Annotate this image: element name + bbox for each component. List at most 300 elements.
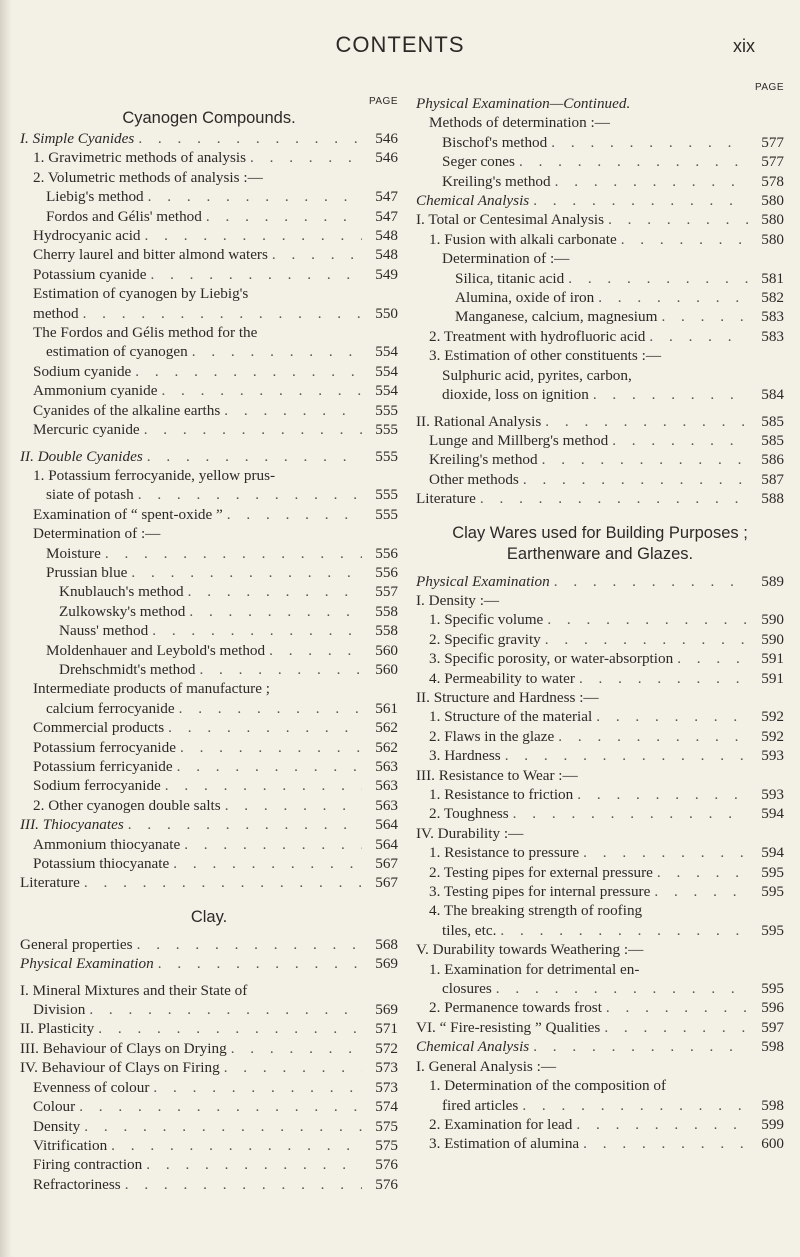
toc-entry-title: Determination of :— — [442, 250, 570, 268]
toc-entry-page: 592 — [761, 727, 784, 745]
toc-entry — [416, 727, 784, 746]
toc-entry — [416, 172, 784, 191]
toc-entry-page: 564 — [375, 816, 398, 834]
dot-leader — [598, 288, 748, 307]
dot-leader — [189, 602, 362, 621]
dot-leader — [547, 610, 748, 629]
toc-entry — [20, 447, 398, 466]
toc-entry — [416, 288, 784, 307]
dot-leader — [583, 843, 748, 862]
toc-entry-title: Division — [33, 1001, 86, 1019]
toc-entry-title: Potassium ferrocyanide — [33, 738, 176, 756]
toc-entry-title: 2. Examination for lead — [429, 1115, 573, 1133]
dot-leader — [480, 489, 748, 508]
toc-entry-title: Ammonium cyanide — [33, 382, 158, 400]
toc-entry-page: 590 — [761, 630, 784, 648]
page-binding-shadow — [0, 0, 12, 1257]
toc-entry — [20, 1078, 398, 1097]
toc-entry-title: Chemical Analysis — [416, 1038, 530, 1056]
dot-leader — [179, 699, 362, 718]
toc-entry-page: 560 — [375, 641, 398, 659]
toc-entry-page: 583 — [761, 327, 784, 345]
toc-entry-title: tiles, etc. — [442, 921, 497, 939]
toc-entry — [416, 431, 784, 450]
dot-leader — [583, 1134, 748, 1153]
dot-leader — [158, 954, 362, 973]
dot-leader — [579, 669, 748, 688]
dot-leader — [554, 572, 748, 591]
section-title-line: Earthenware and Glazes. — [506, 544, 694, 563]
toc-entry — [20, 1117, 398, 1136]
toc-entry-title: 1. Resistance to pressure — [429, 844, 580, 862]
toc-entry-title: Kreiling's method — [442, 172, 551, 190]
toc-entry-page: 555 — [375, 505, 398, 523]
dot-leader — [146, 1155, 362, 1174]
toc-entry-page: 593 — [761, 747, 784, 765]
dot-leader — [522, 1096, 748, 1115]
toc-entry-page: 569 — [375, 1001, 398, 1019]
toc-entry-page: 555 — [375, 401, 398, 419]
toc-entry-page: 549 — [375, 265, 398, 283]
entry-list — [20, 935, 398, 1194]
dot-leader — [188, 582, 362, 601]
toc-entry — [416, 1018, 784, 1037]
dot-leader — [98, 1019, 362, 1038]
toc-entry — [20, 815, 398, 834]
dot-leader — [128, 815, 362, 834]
toc-entry-page: 584 — [761, 386, 784, 404]
dot-leader — [165, 776, 362, 795]
toc-entry — [416, 366, 784, 385]
dot-leader — [135, 362, 362, 381]
toc-entry-page: 546 — [375, 130, 398, 147]
toc-entry-title: fired articles — [442, 1096, 519, 1114]
toc-entry-page: 571 — [375, 1020, 398, 1038]
toc-entry-page: 588 — [761, 490, 784, 508]
toc-entry-title: II. Structure and Hardness :— — [416, 688, 599, 706]
dot-leader — [168, 718, 362, 737]
toc-entry-title: III. Resistance to Wear :— — [416, 766, 578, 784]
toc-entry-title: General properties — [20, 935, 133, 953]
dot-leader — [612, 431, 748, 450]
toc-entry — [416, 191, 784, 210]
toc-entry-title: Estimation of cyanogen by Liebig's — [33, 285, 249, 303]
section-title-line: Clay Wares used for Building Purposes ; — [452, 523, 748, 542]
toc-entry-page: 563 — [375, 796, 398, 814]
toc-entry-page: 558 — [375, 622, 398, 640]
toc-entry — [20, 148, 398, 167]
toc-entry-title: Firing contraction — [33, 1156, 143, 1174]
toc-entry-title: Manganese, calcium, magnesium — [455, 308, 658, 326]
dot-leader — [576, 1115, 748, 1134]
toc-entry-page: 554 — [375, 343, 398, 361]
dot-leader — [596, 707, 748, 726]
toc-entry — [20, 485, 398, 504]
toc-entry-title: II. Plasticity — [20, 1020, 95, 1038]
toc-entry — [416, 113, 784, 132]
dot-leader — [227, 505, 362, 524]
dot-leader — [657, 863, 748, 882]
toc-entry-title: Prussian blue — [46, 563, 128, 581]
dot-leader — [153, 1078, 362, 1097]
dot-leader — [269, 641, 362, 660]
toc-entry-title: VI. “ Fire-resisting ” Qualities — [416, 1018, 601, 1036]
toc-entry-title: 2. Testing pipes for external pressure — [429, 863, 653, 881]
toc-entry-title: Colour — [33, 1098, 76, 1116]
toc-entry-title: dioxide, loss on ignition — [442, 386, 589, 404]
entry-list — [20, 129, 398, 893]
toc-entry-title: 4. Permeability to water — [429, 669, 575, 687]
dot-leader — [250, 148, 362, 167]
dot-leader — [161, 381, 362, 400]
toc-entry — [416, 766, 784, 785]
dot-leader — [533, 1037, 748, 1056]
toc-entry — [416, 327, 784, 346]
toc-entry — [20, 981, 398, 1000]
toc-entry — [20, 544, 398, 563]
toc-entry-title: 3. Estimation of alumina — [429, 1135, 580, 1153]
toc-entry — [20, 796, 398, 815]
toc-entry-title: Sulphuric acid, pyrites, carbon, — [442, 366, 632, 384]
toc-entry-page: 573 — [375, 1078, 398, 1096]
toc-entry-page: 585 — [761, 431, 784, 449]
section-title: Clay. — [190, 907, 228, 926]
dot-leader — [505, 746, 748, 765]
section-title-clay-wares — [416, 523, 784, 565]
toc-entry — [416, 1096, 784, 1115]
toc-entry — [416, 1134, 784, 1153]
dot-leader — [545, 412, 748, 431]
dot-leader — [577, 785, 748, 804]
toc-entry — [20, 873, 398, 892]
toc-entry-title: III. Behaviour of Clays on Drying — [20, 1039, 227, 1057]
toc-entry-page: 590 — [761, 611, 784, 629]
dot-leader — [272, 245, 362, 264]
toc-entry — [416, 707, 784, 726]
toc-entry-page: 595 — [761, 921, 784, 939]
toc-entry-title: Fordos and Gélis' method — [46, 207, 202, 225]
dot-leader — [513, 804, 748, 823]
toc-entry-page: 561 — [375, 699, 398, 717]
dot-leader — [206, 207, 362, 226]
toc-entry — [20, 699, 398, 718]
toc-entry-page: 577 — [761, 153, 784, 171]
toc-entry-title: Intermediate products of manufacture ; — [33, 680, 270, 698]
toc-entry-page: 580 — [761, 211, 784, 229]
toc-entry-title: 2. Toughness — [429, 805, 509, 823]
dot-leader — [84, 1117, 362, 1136]
toc-entry — [20, 323, 398, 342]
toc-entry — [20, 776, 398, 795]
toc-entry-title: closures — [442, 980, 492, 998]
toc-entry — [20, 835, 398, 854]
toc-entry-page: 556 — [375, 544, 398, 562]
toc-entry-page: 582 — [761, 289, 784, 307]
toc-entry-title: Liebig's method — [46, 188, 144, 206]
dot-leader — [496, 979, 748, 998]
toc-entry-title: The Fordos and Gélis method for the — [33, 324, 258, 342]
dot-leader — [555, 172, 748, 191]
toc-entry — [416, 152, 784, 171]
toc-entry — [416, 210, 784, 229]
toc-entry-title: Moldenhauer and Leybold's method — [46, 641, 266, 659]
toc-entry — [20, 1097, 398, 1116]
toc-entry — [416, 979, 784, 998]
running-header-page-number: xix — [733, 36, 755, 56]
dot-leader — [177, 757, 362, 776]
toc-entry-page: 580 — [761, 230, 784, 248]
toc-entry-page: 583 — [761, 308, 784, 326]
toc-entry-title: IV. Durability :— — [416, 824, 524, 842]
toc-entry — [20, 187, 398, 206]
dot-leader — [558, 727, 748, 746]
toc-entry — [20, 129, 398, 148]
toc-entry — [20, 1175, 398, 1194]
toc-entry-title: 2. Specific gravity — [429, 630, 541, 648]
toc-entry — [20, 1155, 398, 1174]
toc-entry-page: 597 — [761, 1018, 784, 1036]
toc-entry-title: II. Rational Analysis — [416, 412, 542, 430]
toc-entry-title: 2. Volumetric methods of analysis :— — [33, 168, 263, 186]
toc-entry-title: Literature — [20, 874, 80, 892]
toc-entry-page: 600 — [761, 1135, 784, 1153]
toc-entry — [20, 641, 398, 660]
toc-entry-page: 580 — [761, 192, 784, 210]
toc-entry-page: 556 — [375, 563, 398, 581]
toc-entry-title: 2. Treatment with hydrofluoric acid — [429, 327, 646, 345]
toc-entry-page: 572 — [375, 1039, 398, 1057]
toc-entry-title: 1. Structure of the material — [429, 708, 593, 726]
toc-entry-page: 555 — [375, 447, 398, 465]
toc-entry-page: 557 — [375, 583, 398, 601]
toc-entry-page: 598 — [761, 1096, 784, 1114]
toc-entry-title: 1. Gravimetric methods of analysis — [33, 149, 246, 167]
toc-entry — [416, 649, 784, 668]
toc-entry-page: 574 — [375, 1098, 398, 1116]
page-column-heading: PAGE — [754, 82, 784, 93]
toc-entry-page: 563 — [375, 758, 398, 775]
toc-entry — [416, 843, 784, 862]
toc-entry — [20, 935, 398, 954]
dot-leader — [649, 327, 748, 346]
toc-entry-page: 550 — [375, 304, 398, 322]
toc-entry-page: 568 — [375, 935, 398, 953]
dot-leader — [180, 738, 362, 757]
toc-entry-title: Determination of :— — [33, 525, 161, 543]
toc-entry — [20, 245, 398, 264]
toc-entry — [416, 249, 784, 268]
toc-entry-title: I. Total or Centesimal Analysis — [416, 211, 605, 229]
toc-entry-title: 1. Potassium ferrocyanide, yellow prus- — [33, 466, 276, 484]
toc-entry-title: Hydrocyanic acid — [33, 227, 141, 245]
toc-entry-page: 567 — [375, 874, 398, 892]
toc-entry-title: siate of potash — [46, 486, 134, 504]
toc-entry-title: Ammonium thiocyanate — [33, 835, 181, 853]
toc-entry-title: Cherry laurel and bitter almond waters — [33, 246, 268, 264]
toc-entry — [416, 921, 784, 940]
toc-entry — [20, 854, 398, 873]
section-title: Cyanogen Compounds. — [122, 109, 296, 127]
toc-entry — [416, 412, 784, 431]
dot-leader — [125, 1175, 362, 1194]
toc-entry-page: 594 — [761, 844, 784, 862]
toc-entry — [20, 602, 398, 621]
toc-entry-title: IV. Behaviour of Clays on Firing — [20, 1059, 220, 1077]
toc-entry — [416, 669, 784, 688]
toc-entry — [416, 385, 784, 404]
toc-entry-page: 573 — [375, 1059, 398, 1077]
dot-leader — [224, 401, 362, 420]
toc-entry-page: 546 — [375, 149, 398, 167]
toc-entry-page: 593 — [761, 786, 784, 803]
page-column-heading: PAGE — [368, 96, 398, 107]
toc-entry-page: 595 — [761, 980, 784, 998]
toc-entry-title: Vitrification — [33, 1136, 108, 1154]
dot-leader — [138, 485, 362, 504]
toc-entry-title: 2. Permanence towards frost — [429, 999, 602, 1017]
dot-leader — [199, 660, 362, 679]
toc-entry — [416, 688, 784, 707]
dot-leader — [621, 230, 748, 249]
toc-entry-title: Mercuric cyanide — [33, 421, 140, 439]
toc-entry-page: 555 — [375, 421, 398, 439]
toc-entry — [20, 679, 398, 698]
toc-entry-title: Physical Examination — [20, 955, 154, 973]
running-header-title: CONTENTS — [335, 32, 465, 57]
toc-entry — [416, 940, 784, 959]
section-clay — [20, 907, 398, 1194]
toc-entry-title: Methods of determination :— — [429, 114, 610, 132]
toc-entry-title: Potassium ferricyanide — [33, 758, 173, 775]
dot-leader — [173, 854, 362, 873]
toc-entry-title: 1. Examination for detrimental en- — [429, 960, 640, 978]
toc-entry-title: Potassium thiocyanate — [33, 855, 170, 873]
toc-entry-title: estimation of cyanogen — [46, 343, 188, 361]
toc-entry-title: Physical Examination — [416, 572, 550, 590]
toc-entry — [416, 804, 784, 823]
dot-leader — [152, 621, 362, 640]
toc-entry-page: 599 — [761, 1115, 784, 1133]
toc-entry — [20, 342, 398, 361]
toc-entry-title: Knublauch's method — [59, 583, 184, 601]
toc-entry — [416, 746, 784, 765]
toc-entry-page: 564 — [375, 835, 398, 853]
dot-leader — [145, 226, 362, 245]
toc-entry — [416, 450, 784, 469]
toc-entry — [416, 591, 784, 610]
toc-entry — [416, 133, 784, 152]
toc-entry — [20, 420, 398, 439]
dot-leader — [79, 1097, 362, 1116]
toc-entry-page: 562 — [375, 738, 398, 756]
toc-entry-title: Seger cones — [442, 153, 515, 171]
toc-entry-page: 558 — [375, 602, 398, 620]
toc-entry — [20, 1039, 398, 1058]
toc-entry-title: 3. Hardness — [429, 747, 501, 765]
toc-entry — [416, 346, 784, 365]
dot-leader — [519, 152, 748, 171]
toc-entry — [416, 610, 784, 629]
toc-entry-title: 1. Specific volume — [429, 611, 544, 629]
toc-entry — [416, 230, 784, 249]
toc-entry-page: 547 — [375, 188, 398, 206]
toc-entry — [20, 582, 398, 601]
dot-leader — [604, 1018, 748, 1037]
dot-leader — [533, 191, 748, 210]
toc-entry-page: 587 — [761, 470, 784, 488]
toc-entry-title: Sodium ferrocyanide — [33, 777, 161, 795]
toc-entry-page: 567 — [375, 855, 398, 873]
toc-entry — [416, 630, 784, 649]
toc-entry — [20, 1058, 398, 1077]
toc-entry-title: 3. Specific porosity, or water-absorption — [429, 650, 674, 668]
toc-entry-page: 548 — [375, 246, 398, 264]
toc-entry-title: II. Double Cyanides — [20, 447, 143, 465]
toc-entry-page: 581 — [761, 269, 784, 287]
toc-entry — [20, 660, 398, 679]
toc-entry — [20, 304, 398, 323]
entry-list — [416, 113, 784, 508]
toc-entry-title: V. Durability towards Weathering :— — [416, 941, 644, 959]
toc-entry-title: Alumina, oxide of iron — [455, 289, 595, 307]
toc-entry — [20, 505, 398, 524]
toc-entry-title: calcium ferrocyanide — [46, 699, 175, 717]
dot-leader — [105, 544, 362, 563]
toc-entry-page: 585 — [761, 412, 784, 430]
toc-entry-page: 576 — [375, 1156, 398, 1174]
dot-leader — [654, 882, 748, 901]
toc-entry — [416, 1115, 784, 1134]
dot-leader — [84, 873, 362, 892]
toc-entry-title: method — [33, 304, 79, 322]
toc-entry — [416, 824, 784, 843]
dot-leader — [568, 269, 748, 288]
toc-entry-page: 586 — [761, 451, 784, 469]
dot-leader — [150, 265, 362, 284]
toc-entry-title: 2. Flaws in the glaze — [429, 727, 555, 745]
toc-entry-title: Evenness of colour — [33, 1078, 150, 1096]
toc-entry-title: Other methods — [429, 470, 519, 488]
toc-entry — [20, 524, 398, 543]
dot-leader — [131, 563, 362, 582]
toc-entry-title: I. Simple Cyanides — [20, 130, 135, 147]
toc-entry-title: Density — [33, 1117, 81, 1135]
toc-right-column — [416, 81, 784, 1154]
toc-entry-page: 589 — [761, 572, 784, 590]
toc-entry — [416, 1037, 784, 1056]
toc-entry-title: Drehschmidt's method — [59, 660, 196, 678]
toc-entry-page: 554 — [375, 382, 398, 400]
toc-entry — [416, 960, 784, 979]
dot-leader — [231, 1039, 362, 1058]
toc-entry-title: Sodium cyanide — [33, 362, 132, 380]
continued-heading: Physical Examination—Continued. — [416, 95, 631, 112]
toc-entry — [20, 466, 398, 485]
toc-entry-page: 560 — [375, 660, 398, 678]
toc-entry — [416, 470, 784, 489]
toc-entry — [416, 269, 784, 288]
toc-entry — [20, 284, 398, 303]
toc-entry — [416, 998, 784, 1017]
toc-entry-page: 595 — [761, 863, 784, 881]
entry-list — [416, 572, 784, 1154]
toc-entry-page: 591 — [761, 669, 784, 687]
dot-leader — [661, 307, 748, 326]
dot-leader — [83, 304, 362, 323]
toc-entry-page: 591 — [761, 650, 784, 668]
toc-entry-page: 562 — [375, 719, 398, 737]
toc-entry — [20, 401, 398, 420]
